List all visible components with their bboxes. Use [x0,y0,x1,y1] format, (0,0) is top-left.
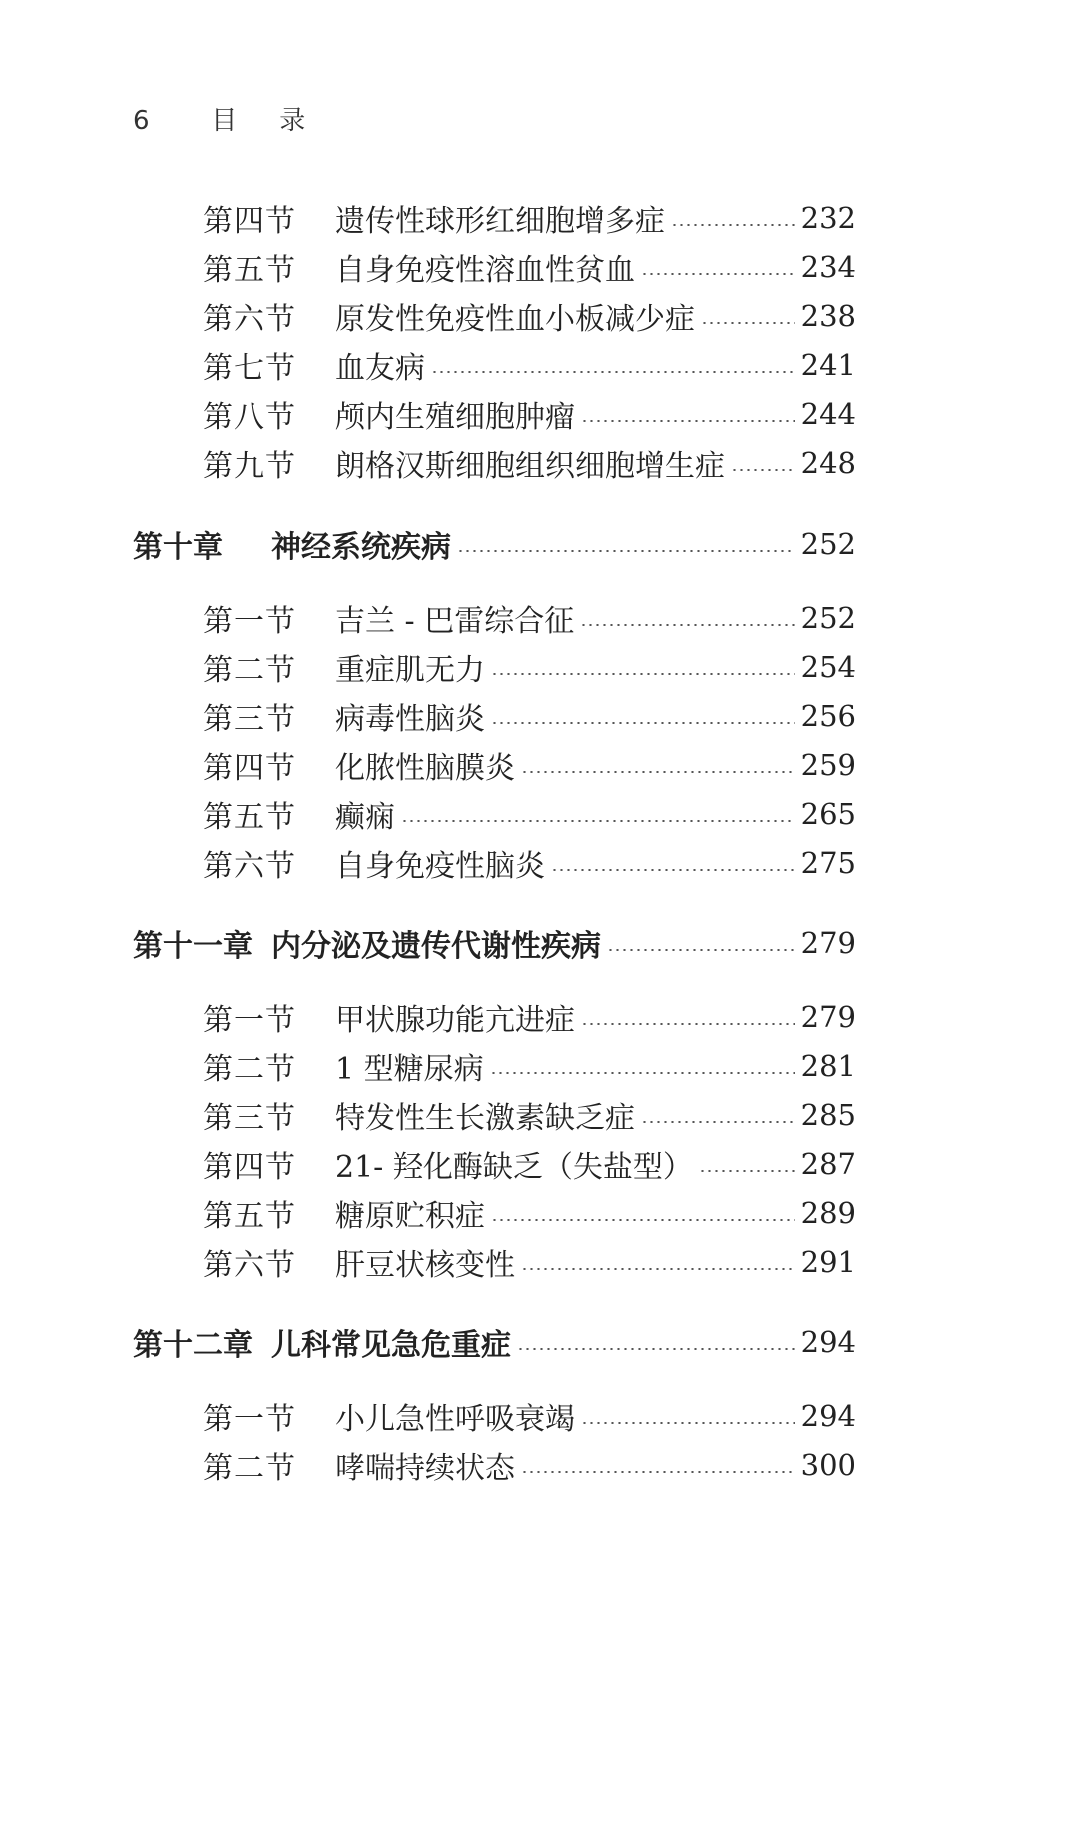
section-number: 第二节 [203,1451,296,1486]
section-number: 第二节 [203,1052,296,1087]
section-number: 第六节 [203,849,296,884]
toc-section-row [0,737,1080,793]
section-title: 肝豆状核变性 [335,1248,515,1283]
toc-section-row [0,337,1080,393]
page-ref-wrapper [801,1000,856,1035]
page-ref-wrapper [801,1196,856,1231]
section-title: 小儿急性呼吸衰竭 [335,1402,575,1437]
chapter-title: 内分泌及遗传代谢性疾病 [271,929,601,964]
dot-leader [517,1348,795,1350]
section-title: 自身免疫性脑炎 [335,849,545,884]
dot-leader [641,1121,795,1123]
section-number: 第五节 [203,800,296,835]
toc-section-row [0,989,1080,1045]
toc-chapter-row [0,1314,1080,1370]
page-ref-wrapper [801,397,856,432]
page-reference: 256 [800,698,856,733]
toc-section-row [0,786,1080,842]
page-reference: 244 [800,396,856,431]
page-reference: 241 [800,347,856,382]
section-number: 第五节 [203,1199,296,1234]
section-number: 第七节 [203,351,296,386]
section-title: 特发性生长激素缺乏症 [335,1101,635,1136]
page-ref-wrapper [801,1448,856,1483]
section-title: 癫痫 [335,800,395,835]
page-ref-wrapper [801,699,856,734]
section-title: 病毒性脑炎 [335,702,485,737]
toc-section-row [0,386,1080,442]
toc-section-row [0,435,1080,491]
section-title: 重症肌无力 [335,653,485,688]
section-number: 第一节 [203,1003,296,1038]
page-reference: 259 [800,747,856,782]
page-reference: 279 [800,999,856,1034]
toc-section-row [0,1087,1080,1143]
section-number: 第三节 [203,702,296,737]
page-ref-wrapper [801,201,856,236]
dot-leader [731,469,795,471]
section-title: 糖原贮积症 [335,1199,485,1234]
section-number: 第四节 [203,751,296,786]
toc-section-row [0,1038,1080,1094]
page-reference: 252 [800,600,856,635]
section-number: 第五节 [203,253,296,288]
page-reference: 289 [800,1195,856,1230]
page-ref-wrapper [801,601,856,636]
section-title: 化脓性脑膜炎 [335,751,515,786]
toc-section-row [0,1388,1080,1444]
toc-section-row [0,288,1080,344]
dot-leader [581,1422,795,1424]
chapter-number: 第十一章 [133,929,253,964]
dot-leader [491,673,795,675]
dot-leader [671,224,795,226]
section-number: 第三节 [203,1101,296,1136]
toc-section-row [0,688,1080,744]
page-reference: 248 [800,445,856,480]
toc-section-row [0,239,1080,295]
page-reference: 285 [800,1097,856,1132]
chapter-number: 第十二章 [133,1328,253,1363]
page-ref-wrapper [801,1049,856,1084]
page-reference: 232 [800,200,856,235]
chapter-title: 儿科常见急危重症 [271,1328,511,1363]
page-reference: 281 [800,1048,856,1083]
toc-section-row [0,835,1080,891]
dot-leader [490,1072,795,1074]
page-ref-wrapper [801,348,856,383]
page-ref-wrapper [801,748,856,783]
section-number: 第四节 [203,1150,296,1185]
section-number: 第六节 [203,302,296,337]
toc-section-row [0,190,1080,246]
dot-leader [551,869,795,871]
page-reference: 294 [800,1324,856,1359]
dot-leader [699,1170,795,1172]
toc-section-row [0,590,1080,646]
toc-section-row [0,639,1080,695]
page-number: 6 [133,106,150,136]
page-ref-wrapper [801,299,856,334]
section-title: 哮喘持续状态 [335,1451,515,1486]
section-title: 颅内生殖细胞肿瘤 [335,400,575,435]
page-reference: 238 [800,298,856,333]
toc-section-row [0,1437,1080,1493]
dot-leader [701,322,795,324]
dot-leader [401,820,795,822]
section-number: 第一节 [203,1402,296,1437]
section-number: 第八节 [203,400,296,435]
toc-section-row [0,1185,1080,1241]
page-reference: 287 [800,1146,856,1181]
header-title: 目录 [211,106,348,136]
dot-leader [457,550,795,552]
section-number: 第二节 [203,653,296,688]
section-number: 第六节 [203,1248,296,1283]
dot-leader [580,624,794,626]
dot-leader [607,949,795,951]
section-title: 甲状腺功能亢进症 [335,1003,575,1038]
page-reference: 254 [800,649,856,684]
chapter-number: 第十章 [133,530,223,565]
section-title: 21- 羟化酶缺乏（失盐型） [335,1150,693,1185]
dot-leader [431,371,795,373]
page-ref-wrapper [801,1098,856,1133]
page-reference: 275 [800,845,856,880]
page-ref-wrapper [801,1147,856,1182]
section-number: 第一节 [203,604,296,639]
chapter-title: 神经系统疾病 [271,530,451,565]
page-reference: 279 [800,925,856,960]
page-ref-wrapper [801,650,856,685]
toc-chapter-row [0,915,1080,971]
section-title: 朗格汉斯细胞组织细胞增生症 [335,449,725,484]
dot-leader [581,1023,795,1025]
page-reference: 234 [800,249,856,284]
page-reference: 294 [800,1398,856,1433]
section-title: 遗传性球形红细胞增多症 [335,204,665,239]
toc-section-row [0,1136,1080,1192]
dot-leader [641,273,795,275]
dot-leader [521,1268,795,1270]
section-number: 第四节 [203,204,296,239]
section-title: 原发性免疫性血小板减少症 [335,302,695,337]
section-number: 第九节 [203,449,296,484]
section-title: 血友病 [335,351,425,386]
page-ref-wrapper [801,797,856,832]
section-title: 吉兰 - 巴雷综合征 [335,604,575,639]
section-title: 自身免疫性溶血性贫血 [335,253,635,288]
page-ref-wrapper [801,926,856,961]
page-ref-wrapper [801,527,856,562]
page-reference: 265 [800,796,856,831]
page-ref-wrapper [801,846,856,881]
page-ref-wrapper [801,1245,856,1280]
page-ref-wrapper [801,446,856,481]
page-ref-wrapper [801,250,856,285]
running-header [133,100,347,137]
page-ref-wrapper [801,1399,856,1434]
dot-leader [521,771,795,773]
page-reference: 300 [800,1447,856,1482]
dot-leader [521,1471,795,1473]
toc-section-row [0,1234,1080,1290]
page-reference: 291 [800,1244,856,1279]
toc-chapter-row [0,516,1080,572]
page-reference: 252 [800,526,856,561]
section-title: 1 型糖尿病 [335,1052,484,1087]
page-ref-wrapper [801,1325,856,1360]
dot-leader [581,420,795,422]
dot-leader [491,1219,795,1221]
dot-leader [491,722,795,724]
